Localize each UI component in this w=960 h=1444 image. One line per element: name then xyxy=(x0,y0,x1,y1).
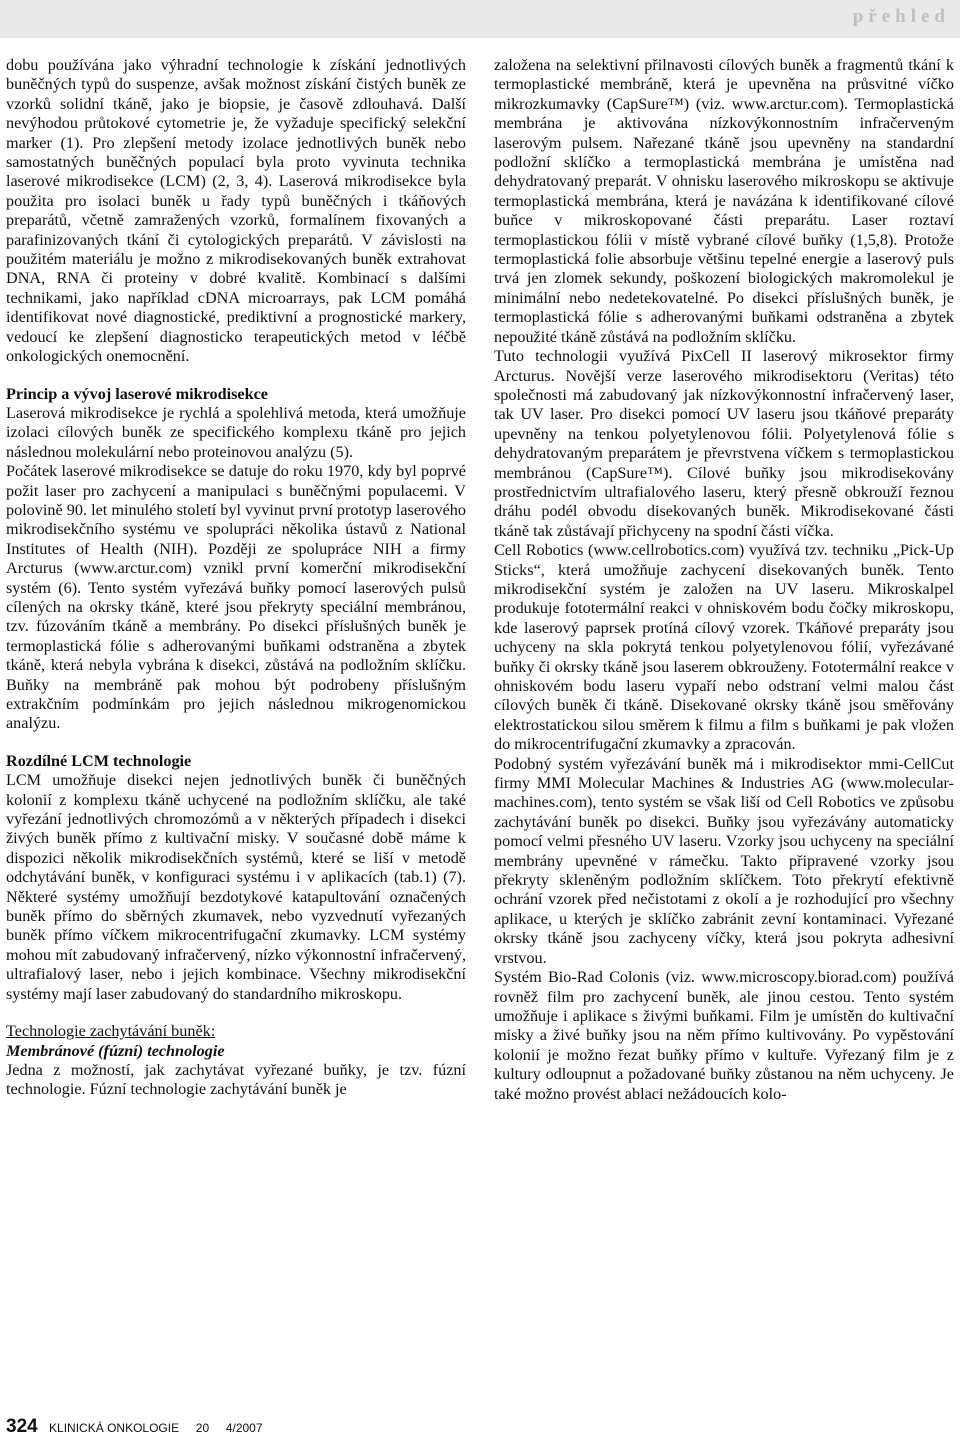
journal-volume: 20 xyxy=(195,1421,210,1435)
paragraph: Laserová mikrodisekce je rychlá a spolehlivá metoda, která umožňuje izolaci cílových buněk ze specifického komplexu tkáně pro jejich následnou molekulární nebo proteinovou analýzu (5). xyxy=(6,403,466,461)
journal-issue: 4/2007 xyxy=(225,1421,263,1435)
page-footer xyxy=(6,1416,263,1438)
paragraph: Systém Bio-Rad Colonis (viz. www.microscopy.biorad.com) používá rovněž film pro zachycení buněk, ale jinou cestou. Tento systém umožňuje i aplikace s živými buňkami. Film je umístěn do kultivační misky a živé buňky jsou na něm přímo kultivovány. Po vypěstování kolonií je možno řezat buňky přímo v kultuře. Vyřezaný film je z kultury odloupnut a požadované buňky zůstanou na něm uchyceny. Je také možno provést ablaci nežádoucích kolo- xyxy=(494,968,954,1103)
paragraph: založena na selektivní přilnavosti cílových buněk a fragmentů tkání k termoplastické membráně, která je upevněna na průsvitné víčko mikrozkumavky (CapSure™) (viz. www.arctur.com). Termoplastická membrána je aktivována nízkovýkonnostním infračerveným laserovým pulsem. Nařezané tkáně jsou upevněny na standardní podložní sklíčko a termoplastická membrána je umístěna nad dehydratovaný preparát. V ohnisku laserového mikroskopu se aktivuje termoplastická membrána, která je navázána k identifikované cílové buňce v mikroskopované části preparátu. Laser roztaví termoplastickou fólii v místě vybrané cílové buňky (1,5,8). Protože termoplastická folie absorbuje většinu tepelné energie a laserový puls trvá jen zlomek sekundy, poškození biologických makromolekul je minimální nebo nedetekovatelné. Po disekci příslušných buněk, je termoplastická fólie s adherovanými buňkami odstraněna a zbytek nepoužité tkáně zůstává na podložním sklíčku. xyxy=(494,56,954,346)
section-tag: přehled xyxy=(852,6,950,27)
left-column xyxy=(6,56,466,1100)
page-number: 324 xyxy=(6,1416,38,1437)
paragraph: Podobný systém vyřezávání buněk má i mikrodisektor mmi-CellCut firmy MMI Molecular Machines & Industries AG (www.molecular-machines.com), tento systém se však liší od Cell Robotics ve způsobu zachytávání buněk po disekci. Buňky jsou vyřezávány automaticky pomocí velmi přesného UV laseru. Vzorky jsou uchyceny na speciální membrány upevněné v rámečku. Takto připravené vzorky jsou překryty skleněným podložním sklíčkem. Toto překrytí efektivně ochrání vzorek před nečistotami z okolí a je rozhodující pro všechny aplikace, u kterých je sklíčko zabránit zevní kontaminaci. Vyřezané okrsky tkáně jsou zachyceny víčky, která jsou pokryta adhesivní vrstvou. xyxy=(494,754,954,967)
journal-name: KLINICKÁ ONKOLOGIE xyxy=(49,1421,180,1435)
subsection-heading: Technologie zachytávání buněk: xyxy=(6,1022,216,1041)
paragraph: Počátek laserové mikrodisekce se datuje do roku 1970, kdy byl poprvé požit laser pro zachycení a manipulaci s buněčnými populacemi. V polovině 90. let minulého století byl vyvinut první prototyp laserového mikrodisekčního systému ve spolupráci několika ústavů z National Institutes of Health (NIH). Později ze spolupráce NIH a firmy Arcturus (www.arctur.com) vznikl první komerční mikrodisekční systém (6). Tento systém vyřezává buňky pomocí laserových pulsů cílených na okrsky tkáně, které jsou překryty speciální membránou, tzv. fúzováním tkáně a membrány. Po disekci příslušných buněk je termoplastická fólie s adherovanými buňkami odstraněna a zbytek tkáně, která nebyla vybrána k disekci, zůstává na podložním sklíčku. Buňky na membráně pak mohou být podrobeny příslušným extrakčním podmínkám pro jejich následnou mikrogenomickou analýzu. xyxy=(6,462,466,733)
paragraph: Cell Robotics (www.cellrobotics.com) využívá tzv. techniku „Pick-Up Sticks“, která umožňuje zachycení disekovaných buněk. Tento mikrodisekční systém je založen na UV laseru. Mikroskalpel produkuje fototermální reakci v ohniskovém bodu čočky mikroskopu, kde laserový paprsek protíná cílový vzorek. Tkáňové preparáty jsou uchyceny na skla pokrytá tenkou polyetylenovou fólií, vyřezávané buňky či okrsky tkáně jsou laserem obkrouženy. Fototermální reakce v ohniskovém bodu laseru vypaří nebo odstraní velmi malou část cílových buněk či tkáně. Disekované okrsky tkáně jsou směřovány elektrostatickou silou směrem k filmu a film s buňkami je pak vložen do mikrocentrifugační zkumavky a zpracován. xyxy=(494,541,954,754)
right-column xyxy=(494,56,954,1104)
section-heading: Rozdílné LCM technologie xyxy=(6,751,192,770)
paragraph: Tuto technologii využívá PixCell II laserový mikrosektor firmy Arcturus. Novější verze laserového mikrodisektoru (Veritas) této společnosti má zabudovaný jak nízkovýkonnostní infračervený laser, tak UV laser. Pro disekci pomocí UV laseru jsou tkáňové preparáty upevněny na tenkou polyetylenovou fólii. Polyetylenová fólie s dehydratovaným preparátem je převrstvena víčkem s termoplastickou membránou (CapSure™). Cílové buňky jsou mikrodisekovány prostřednictvím ultrafialového laseru, který přesně obkrouží řeznou dráhu podél obvodu disekovaných buněk. Mikrodisekované části tkáně tak zůstávají přichyceny na spodní části víčka. xyxy=(494,347,954,540)
subsection-subheading: Membránové (fúzní) technologie xyxy=(6,1041,225,1060)
paragraph: dobu používána jako výhradní technologie k získání jednotlivých buněčných typů do suspenze, avšak možnost získání čistých buněk ze vzorků solidní tkáně, jako je biopsie, je časově zdlouhavá. Další nevýhodou průtokové cytometrie je, že vyžaduje specifický selekční marker (1). Pro zlepšení metody izolace jednotlivých buněk nebo samostatných buněčných populací byla proto vyvinuta technika laserové mikrodisekce (LCM) (2, 3, 4). Laserová mikrodisekce byla použita pro isolaci buněk u řady typů buněčných i tkáňových preparátů, včetně zamražených vzorků, formalínem fixovaných a parafinizovaných tkání či cytologických preparátů. V závislosti na použitém materiálu je možno z mikrodisekovaných buněk extrahovat DNA, RNA či proteiny v dobré kvalitě. Kombinací s dalšími technikami, jako například cDNA microarrays, pak LCM pomáhá identifikovat nové diagnostické, prediktivní a prognostické markery, vedoucí ke zlepšení diagnosticko terapeutických metod v léčbě onkologických onemocnění. xyxy=(6,56,466,366)
paragraph: Jedna z možností, jak zachytávat vyřezané buňky, je tzv. fúzní technologie. Fúzní technologie zachytávání buněk je xyxy=(6,1060,466,1099)
paragraph: LCM umožňuje disekci nejen jednotlivých buněk či buněčných kolonií z komplexu tkáně uchycené na podložním sklíčku, ale také vyřezání jednotlivých chromozómů a v některých případech i disekci živých buněk přímo z kultivační misky. V současné době máme k dispozici několik mikrodisekčních systémů, které se liší v metodě odchytávání buněk, v konfiguraci systému i v aplikacích (tab.1) (7). Některé systémy umožňují bezdotykové katapultování označených buněk přímo do sběrných zkumavek, nebo vyzvednutí vyřezaných buněk přímo víčkem mikrocentrifugační zkumavky. LCM systémy mohou mít zabudovaný infračervený, nízko výkonnostní infračervený, ultrafialový laser, nebo i jejich kombinace. Všechny mikrodisekční systémy mají laser zabudovaný do standardního mikroskopu. xyxy=(6,771,466,1003)
header-bar xyxy=(0,0,960,38)
section-heading: Princip a vývoj laserové mikrodisekce xyxy=(6,384,268,403)
